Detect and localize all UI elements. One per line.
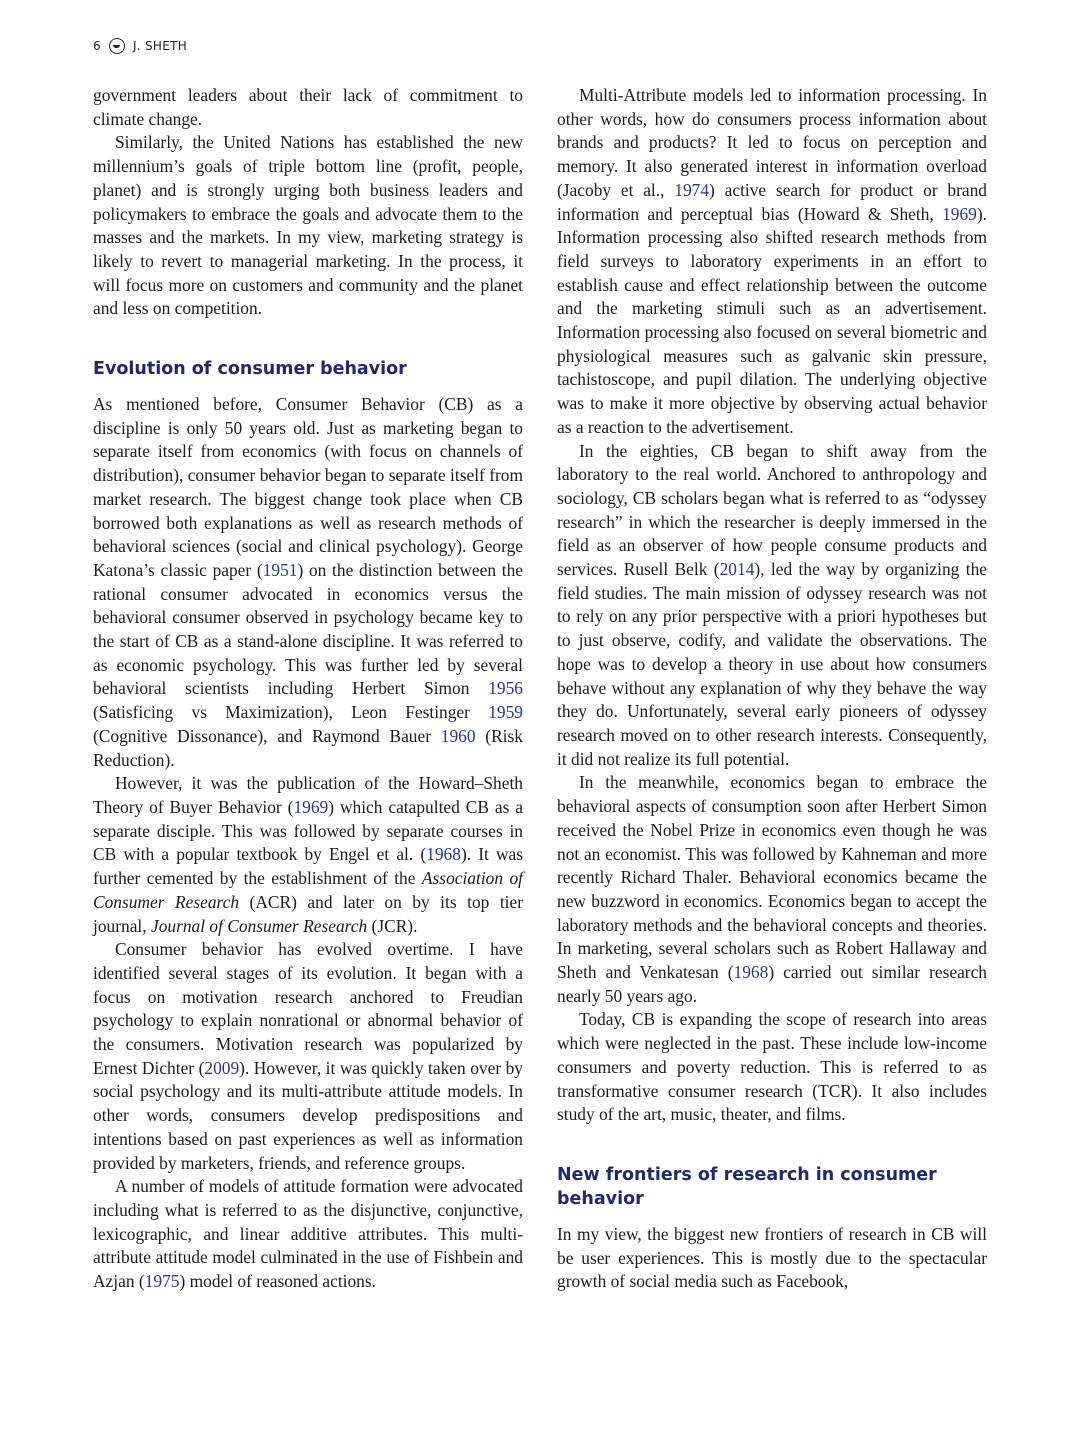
paragraph: Today, CB is expanding the scope of research into areas which were neglected in the past. These include low-income consumers and poverty reduction. This is referred to as transformative consumer research (TCR). It also includes study of the art, music, theater, and films.: [557, 1009, 987, 1125]
citation-link[interactable]: 1959: [488, 702, 523, 723]
citation-link[interactable]: 1969: [942, 203, 977, 224]
page-number: 6: [93, 39, 101, 53]
citation-link[interactable]: 1974: [674, 179, 710, 200]
paragraph: A number of models of attitude formation were advocated including what is referred to as the disjunctive, conjunctive, lexicographic, and linear additive attributes. This multi-attribute attitude model culminated in the use of Fishbein and Azjan (1975) model of reasoned actions.: [93, 1176, 523, 1292]
citation-link[interactable]: 1968: [426, 844, 461, 865]
paragraph: Similarly, the United Nations has established the new millennium’s goals of triple bottom line (profit, people, planet) and is strongly urging both business leaders and policymakers to embrace the goals and advocate them to the masses and the markets. In my view, marketing strategy is likely to revert to managerial marketing. In the process, it will focus more on customers and community and the planet and less on competition.: [93, 132, 523, 319]
right-column: [557, 84, 987, 1294]
section-heading-new-frontiers: New frontiers of research in consumer behavior: [557, 1164, 937, 1209]
section-heading-evolution: Evolution of consumer behavior: [93, 359, 407, 380]
citation-link[interactable]: 1968: [733, 962, 769, 983]
paragraph: government leaders about their lack of commitment to climate change.: [93, 85, 523, 129]
paragraph: However, it was the publication of the Howard–Sheth Theory of Buyer Behavior (1969) which catapulted CB as a separate disciple. This was followed by separate courses in CB with a popular textbook by Engel et al. (1968). It was further cemented by the establishment of the Association of Consumer Research (ACR) and later on by its top tier journal, Journal of Consumer Research (JCR).: [93, 773, 524, 936]
paragraph: In the eighties, CB began to shift away from the laboratory to the real world. Anchored to anthropology and sociology, CB scholars began what is referred to as “odyssey research” in which the researcher is deeply immersed in the field as an observer of how people consume products and services. Rusell Belk (2014), led the way by organizing the field studies. The main mission of odyssey research was not to rely on any prior perspective with a priori hypotheses but to just observe, codify, and validate the observations. The hope was to develop a theory in use about how consumers behave without any explanation of why they behave the way they do. Unfortunately, several early pioneers of odyssey research moved on to other research interests. Consequently, it did not realize its full potential.: [557, 440, 988, 769]
paragraph: In my view, the biggest new frontiers of research in CB will be user experiences. This is mostly due to the spectacular growth of social media such as Facebook,: [557, 1223, 987, 1292]
citation-link[interactable]: 1956: [488, 678, 523, 699]
running-head: [93, 38, 187, 54]
journal-logo-icon: [109, 38, 125, 54]
paragraph: As mentioned before, Consumer Behavior (CB) as a discipline is only 50 years old. Just as marketing began to separate itself from economics (with focus on channels of distribution), consumer behavior began to separate itself from market research. The biggest change took place when CB borrowed both explanations as well as research methods of behavioral sciences (social and clinical psychology). George Katona’s classic paper (1951) on the distinction between the rational consumer advocated in economics versus the behavioral consumer observed in psychology became key to the start of CB as a stand-alone discipline. It was referred to as economic psychology. This was further led by several behavioral scientists including Herbert Simon 1956 (Satisficing vs Maximization), Leon Festinger 1959 (Cognitive Dissonance), and Raymond Bauer 1960 (Risk Reduction).: [93, 394, 523, 770]
paragraph: Consumer behavior has evolved overtime. I have identified several stages of its evolution. It began with a focus on motivation research anchored to Freudian psychology to explain nonrational or abnormal behavior of the consumers. Motivation research was popularized by Ernest Dichter (2009). However, it was quickly taken over by social psychology and its multi-attribute attitude models. In other words, consumers develop predispositions and intentions based on past experiences as well as information provided by marketers, friends, and reference groups.: [93, 939, 523, 1173]
citation-link[interactable]: 1969: [293, 796, 329, 817]
paragraph: In the meanwhile, economics began to embrace the behavioral aspects of consumption soon after Herbert Simon received the Nobel Prize in economics even though he was not an economist. This was followed by Kahneman and more recently Richard Thaler. Behavioral economics became the new buzzword in economics. Economics began to accept the laboratory methods and the behavioral concepts and theories. In marketing, several scholars such as Robert Hallaway and Sheth and Venkatesan (1968) carried out similar research nearly 50 years ago.: [557, 772, 987, 1006]
citation-link[interactable]: 2009: [204, 1057, 240, 1078]
citation-link[interactable]: 2014: [719, 559, 755, 580]
citation-link[interactable]: 1951: [262, 559, 298, 580]
citation-link[interactable]: 1975: [144, 1271, 180, 1292]
left-column: [93, 84, 523, 1294]
paragraph: Multi-Attribute models led to information processing. In other words, how do consumers process information about brands and products? It led to focus on perception and memory. It also generated interest in information overload (Jacoby et al., 1974) active search for product or brand information and perceptual bias (Howard & Sheth, 1969). Information processing also shifted research methods from field surveys to laboratory experiments in an effort to establish cause and effect relationship between the outcome and the marketing stimuli such as an advertisement. Information processing also focused on several biometric and physiological measures such as galvanic skin pressure, tachistoscope, and pupil dilation. The underlying objective was to make it more objective by observing actual behavior as a reaction to the advertisement.: [557, 85, 987, 437]
citation-link[interactable]: 1960: [440, 725, 476, 746]
author-name: J. SHETH: [132, 39, 188, 53]
